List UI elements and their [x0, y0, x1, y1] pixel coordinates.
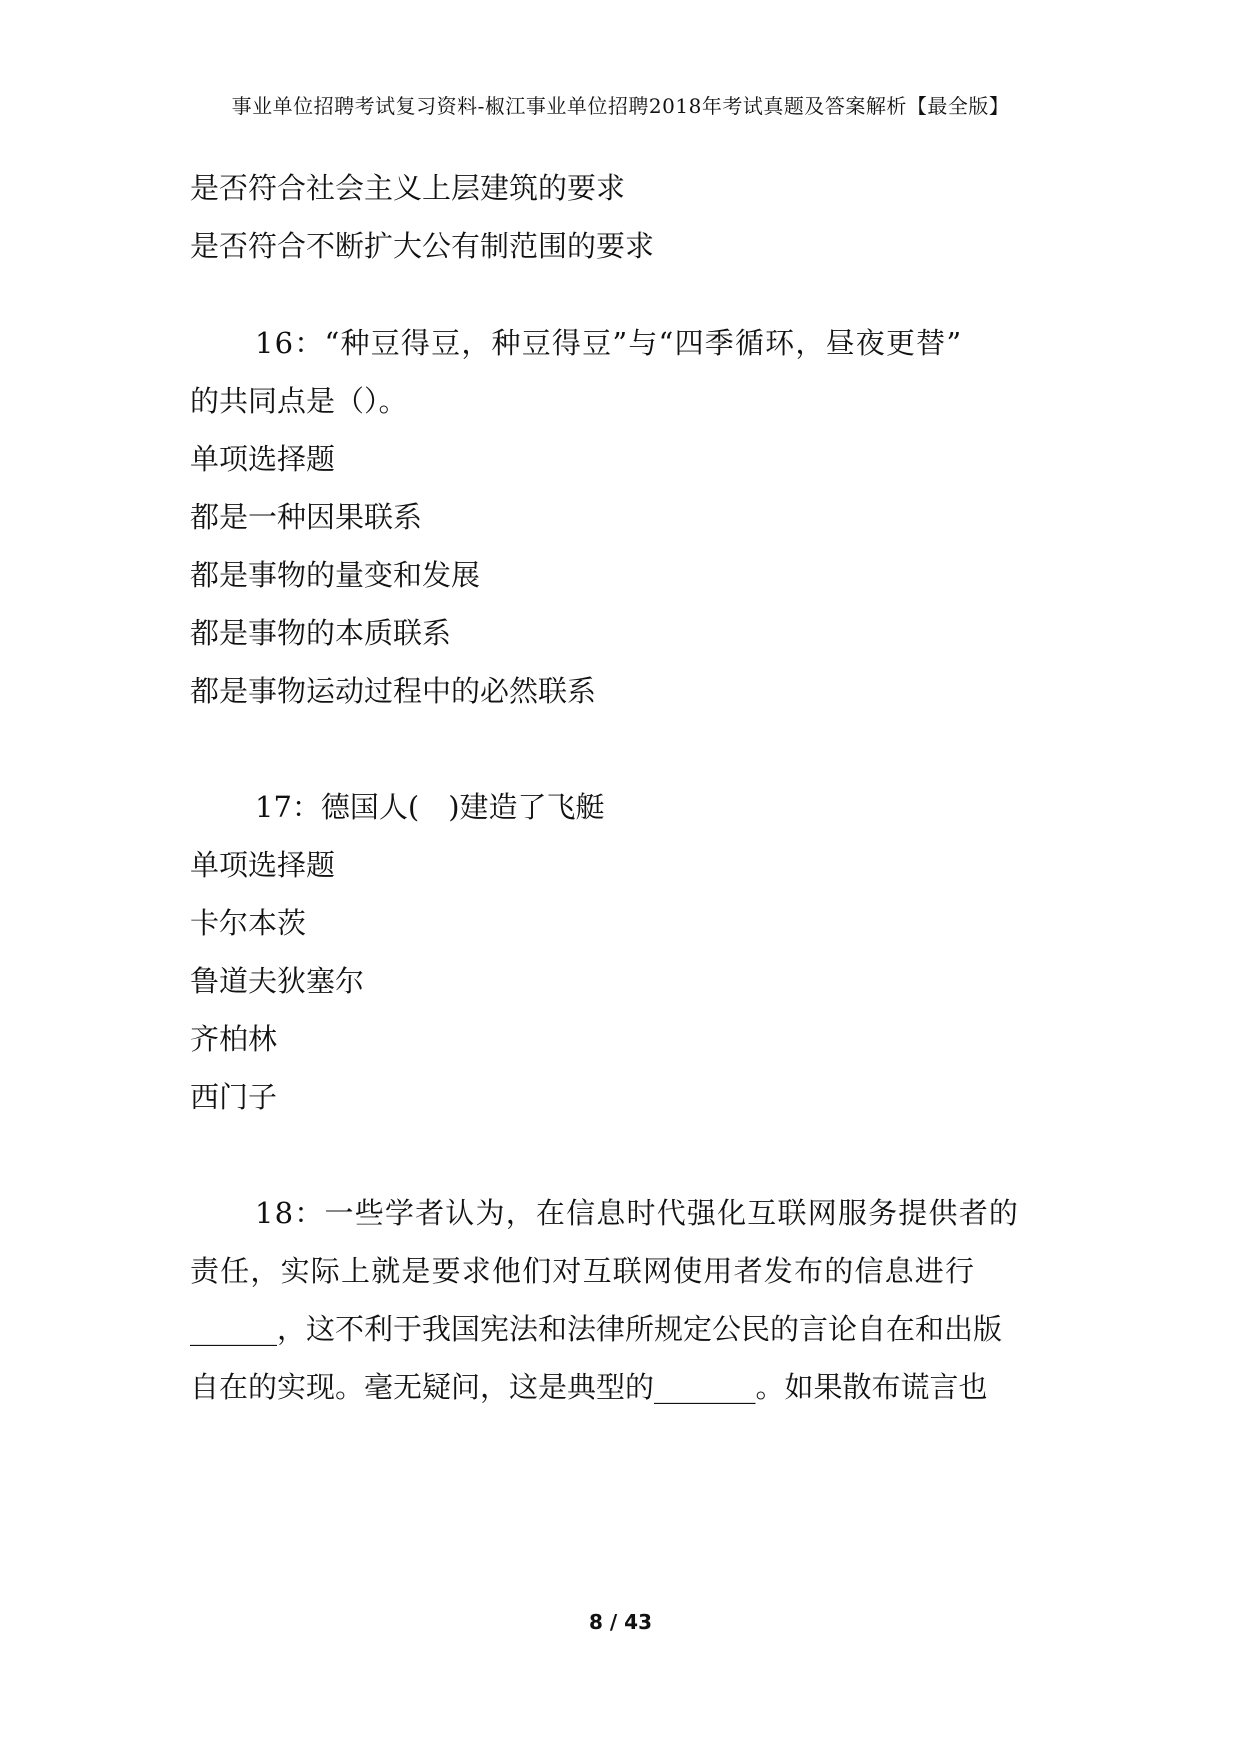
- q18-stem-line-3: ______，这不利于我国宪法和法律所规定公民的言论自在和出版: [190, 1312, 1003, 1346]
- q17-stem: 17：德国人( )建造了飞艇: [255, 790, 605, 824]
- q17-option-c: 齐柏林: [190, 1022, 278, 1056]
- q17-question-type: 单项选择题: [190, 848, 336, 882]
- q16-stem-line-2: 的共同点是（）。: [190, 384, 408, 418]
- prev-option-1: 是否符合社会主义上层建筑的要求: [190, 171, 626, 205]
- q16-option-b: 都是事物的量变和发展: [190, 558, 481, 592]
- q18-stem-line-1: 18：一些学者认为，在信息时代强化互联网服务提供者的: [255, 1196, 1020, 1230]
- prev-option-2: 是否符合不断扩大公有制范围的要求: [190, 229, 655, 263]
- q16-stem-line-1: 16：“种豆得豆，种豆得豆”与“四季循环，昼夜更替”: [255, 326, 963, 360]
- q18-stem-line-4: 自在的实现。毫无疑问，这是典型的_______。如果散布谎言也: [190, 1370, 988, 1404]
- q16-option-c: 都是事物的本质联系: [190, 616, 452, 650]
- running-header: 事业单位招聘考试复习资料-椒江事业单位招聘2018年考试真题及答案解析【最全版】: [231, 94, 1010, 118]
- q18-stem-line-2: 责任，实际上就是要求他们对互联网使用者发布的信息进行: [190, 1254, 976, 1288]
- page-number: 8 / 43: [589, 1610, 652, 1634]
- q16-option-a: 都是一种因果联系: [190, 500, 423, 534]
- q16-option-d: 都是事物运动过程中的必然联系: [190, 674, 597, 708]
- q17-option-b: 鲁道夫狄塞尔: [190, 964, 365, 998]
- q17-option-d: 西门子: [190, 1080, 278, 1114]
- q16-question-type: 单项选择题: [190, 442, 336, 476]
- q17-option-a: 卡尔本茨: [190, 906, 307, 940]
